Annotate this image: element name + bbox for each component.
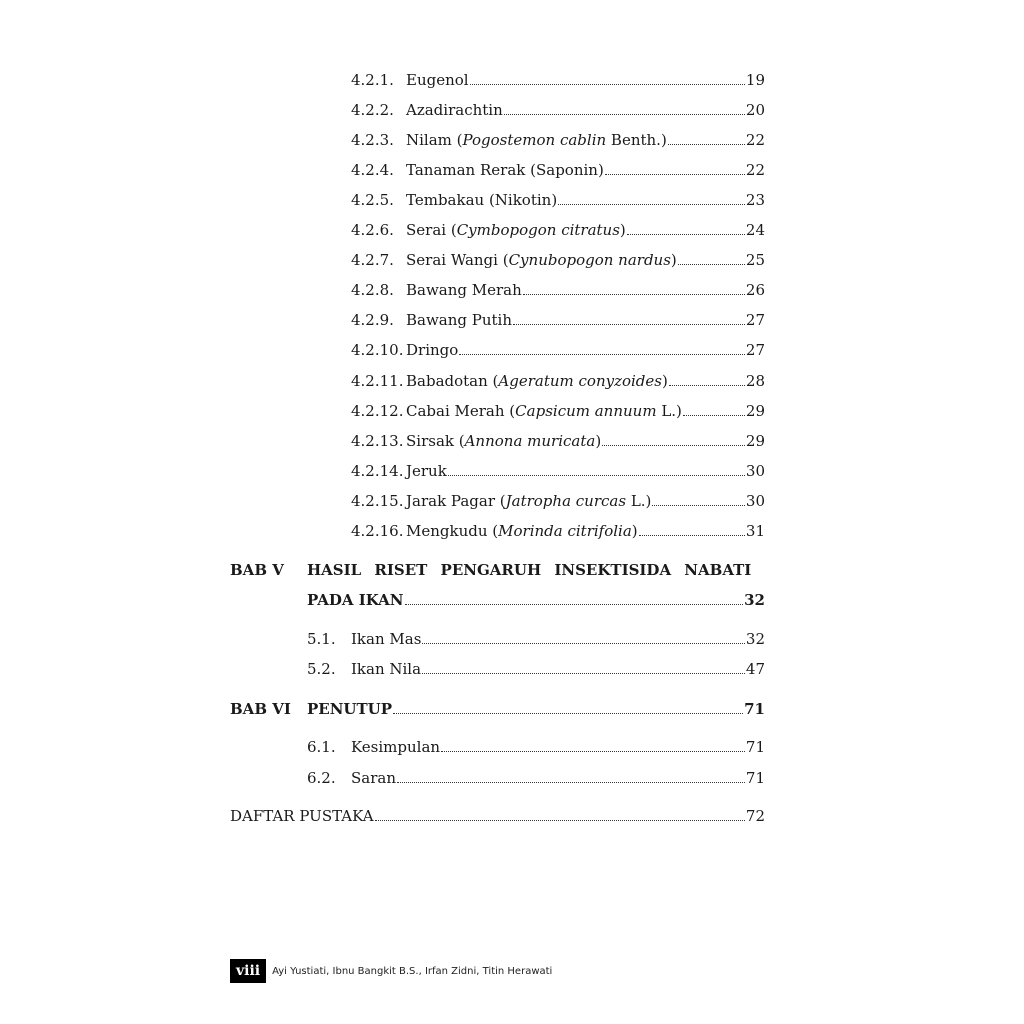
section-title: Ikan Nila	[351, 660, 422, 678]
section-title	[406, 280, 522, 300]
title-text: Jarak Pagar (	[406, 491, 506, 510]
toc-entry[interactable]	[351, 250, 765, 270]
leader-dots	[448, 475, 745, 476]
leader-dots	[422, 643, 745, 644]
leader-dots	[639, 535, 745, 536]
toc-entry-6-2[interactable]	[307, 768, 765, 788]
section-title	[406, 70, 469, 90]
page-number: 71	[744, 700, 765, 718]
toc-entry[interactable]	[351, 371, 765, 391]
section-title	[406, 190, 557, 210]
section-number: 4.2.2.	[351, 101, 394, 120]
section-title: DAFTAR PUSTAKA	[230, 807, 374, 825]
section-number: 4.2.14.	[351, 461, 404, 480]
page-number: 30	[745, 461, 765, 480]
leader-dots	[513, 324, 745, 325]
scientific-name: Ageratum conyzoides	[498, 371, 662, 390]
footer-page-number: viii	[230, 959, 266, 983]
section-title	[406, 220, 626, 240]
section-title: Kesimpulan	[351, 738, 441, 756]
page-number: 27	[745, 341, 765, 360]
title-text: Benth.)	[606, 131, 667, 150]
section-number: 5.1.	[307, 630, 336, 648]
title-text: Babadotan (	[406, 371, 499, 390]
scientific-name: Cynubopogon nardus	[508, 251, 671, 270]
scientific-name: Jatropha curcas	[505, 491, 627, 510]
title-text: Jeruk	[406, 461, 447, 480]
toc-entry-5-1[interactable]	[307, 629, 765, 649]
section-title: Ikan Mas	[351, 630, 422, 648]
page-number: 71	[745, 738, 765, 756]
leader-dots	[393, 713, 743, 714]
toc-entry-bab5[interactable]	[307, 590, 765, 610]
section-title	[406, 340, 458, 360]
section-number: 4.2.13.	[351, 431, 404, 450]
page-number: 25	[745, 251, 765, 270]
section-number: 4.2.11.	[351, 371, 404, 390]
leader-dots	[523, 294, 745, 295]
page-number: 22	[745, 131, 765, 150]
title-text: Sirsak (	[406, 431, 465, 450]
section-number: 5.2.	[307, 660, 336, 678]
scientific-name: Annona muricata	[464, 431, 596, 450]
title-text: Cabai Merah (	[406, 401, 516, 420]
section-number: 4.2.7.	[351, 251, 394, 270]
bab5-label: BAB V	[230, 561, 284, 579]
page-number: 31	[745, 521, 765, 540]
page-number: 27	[745, 311, 765, 330]
leader-dots	[441, 751, 745, 752]
section-title	[406, 371, 668, 391]
toc-entry[interactable]	[351, 340, 765, 360]
title-text: )	[595, 431, 602, 450]
section-number: 4.2.12.	[351, 401, 404, 420]
title-text: Dringo	[406, 341, 459, 360]
section-title	[406, 431, 601, 451]
leader-dots	[397, 782, 745, 783]
title-text: )	[619, 221, 626, 240]
title-text: Bawang Putih	[406, 311, 513, 330]
bab5-title-line1: HASIL RISET PENGARUH INSEKTISIDA NABATI	[307, 561, 752, 579]
section-number: 4.2.10.	[351, 341, 404, 360]
section-title	[406, 491, 651, 511]
section-title	[406, 401, 682, 421]
toc-entry[interactable]	[351, 461, 765, 481]
page-number: 22	[745, 161, 765, 180]
section-title	[406, 461, 447, 481]
title-text: Eugenol	[406, 71, 469, 89]
page-number: 47	[745, 660, 765, 678]
page-number: 28	[745, 371, 765, 390]
footer-authors: Ayi Yustiati, Ibnu Bangkit B.S., Irfan Zidni, Titin Herawati	[272, 965, 553, 977]
bab6-title: PENUTUP	[307, 700, 393, 718]
page-number: 19	[745, 71, 765, 89]
leader-dots	[459, 354, 745, 355]
section-number: 4.2.9.	[351, 311, 394, 330]
toc-entry[interactable]	[351, 220, 765, 240]
toc-entry[interactable]	[351, 160, 765, 180]
toc-entry[interactable]	[351, 100, 765, 120]
leader-dots	[405, 604, 744, 605]
page-number: 24	[745, 221, 765, 240]
page-number: 26	[745, 281, 765, 300]
toc-entry[interactable]	[351, 491, 765, 511]
leader-dots	[668, 144, 745, 145]
title-text: L.)	[626, 491, 652, 510]
leader-dots	[470, 84, 745, 85]
section-number: 4.2.3.	[351, 131, 394, 150]
section-title	[406, 160, 604, 180]
toc-entry[interactable]	[351, 401, 765, 421]
bab6-label: BAB VI	[230, 700, 291, 718]
title-text: Bawang Merah	[406, 281, 522, 300]
scientific-name: Pogostemon cablin	[462, 131, 607, 150]
title-text: L.)	[656, 401, 682, 420]
section-number: 4.2.6.	[351, 221, 394, 240]
section-title	[406, 250, 677, 270]
title-text: )	[631, 521, 638, 540]
scientific-name: Morinda citrifolia	[498, 521, 632, 540]
leader-dots	[669, 385, 745, 386]
toc-entry[interactable]	[351, 310, 765, 330]
title-text: Azadirachtin	[406, 101, 503, 120]
toc-entry-bab6[interactable]	[307, 699, 765, 719]
leader-dots	[558, 204, 745, 205]
page-number: 71	[745, 769, 765, 787]
toc-entry[interactable]	[351, 521, 765, 541]
section-number: 4.2.16.	[351, 521, 404, 540]
toc-entry[interactable]	[351, 431, 765, 451]
page-number: 23	[745, 191, 765, 210]
toc-entry[interactable]	[351, 70, 765, 90]
title-text: Tembakau (Nikotin)	[406, 191, 558, 210]
section-number: 4.2.1.	[351, 71, 394, 89]
section-number: 6.1.	[307, 738, 336, 756]
page-number: 30	[745, 491, 765, 510]
page-number: 72	[745, 807, 765, 825]
section-title	[406, 130, 667, 150]
page-number: 29	[745, 401, 765, 420]
title-text: Serai (	[406, 221, 457, 240]
section-title	[406, 310, 512, 330]
title-text: )	[670, 251, 677, 270]
toc-entry[interactable]	[351, 190, 765, 210]
title-text: Mengkudu (	[406, 521, 499, 540]
leader-dots	[605, 174, 745, 175]
leader-dots	[683, 415, 745, 416]
page-footer	[230, 959, 552, 983]
title-text: Serai Wangi (	[406, 251, 509, 270]
leader-dots	[422, 673, 745, 674]
section-number: 4.2.8.	[351, 281, 394, 300]
section-title: Saran	[351, 769, 396, 787]
toc-entry[interactable]	[351, 280, 765, 300]
title-text: Nilam (	[406, 131, 463, 150]
page-number: 32	[744, 591, 765, 609]
leader-dots	[678, 264, 745, 265]
section-title	[406, 521, 638, 541]
leader-dots	[627, 234, 745, 235]
toc-entry-6-1[interactable]	[307, 737, 765, 757]
leader-dots	[652, 505, 744, 506]
leader-dots	[375, 820, 745, 821]
section-number: 4.2.15.	[351, 491, 404, 510]
page-number: 20	[745, 101, 765, 120]
toc-entry[interactable]	[351, 130, 765, 150]
toc-entry-5-2[interactable]	[307, 659, 765, 679]
toc-entry-daftar-pustaka[interactable]	[230, 806, 765, 826]
bab5-title-line2: PADA IKAN	[307, 591, 404, 609]
section-number: 6.2.	[307, 769, 336, 787]
section-title	[406, 100, 503, 120]
scientific-name: Capsicum annuum	[515, 401, 657, 420]
title-text: Tanaman Rerak (Saponin)	[406, 161, 604, 180]
scientific-name: Cymbopogon citratus	[456, 221, 620, 240]
page-number: 32	[745, 630, 765, 648]
title-text: )	[662, 371, 668, 390]
leader-dots	[504, 114, 745, 115]
section-number: 4.2.4.	[351, 161, 394, 180]
section-number: 4.2.5.	[351, 191, 394, 210]
leader-dots	[602, 445, 745, 446]
page-number: 29	[745, 431, 765, 450]
